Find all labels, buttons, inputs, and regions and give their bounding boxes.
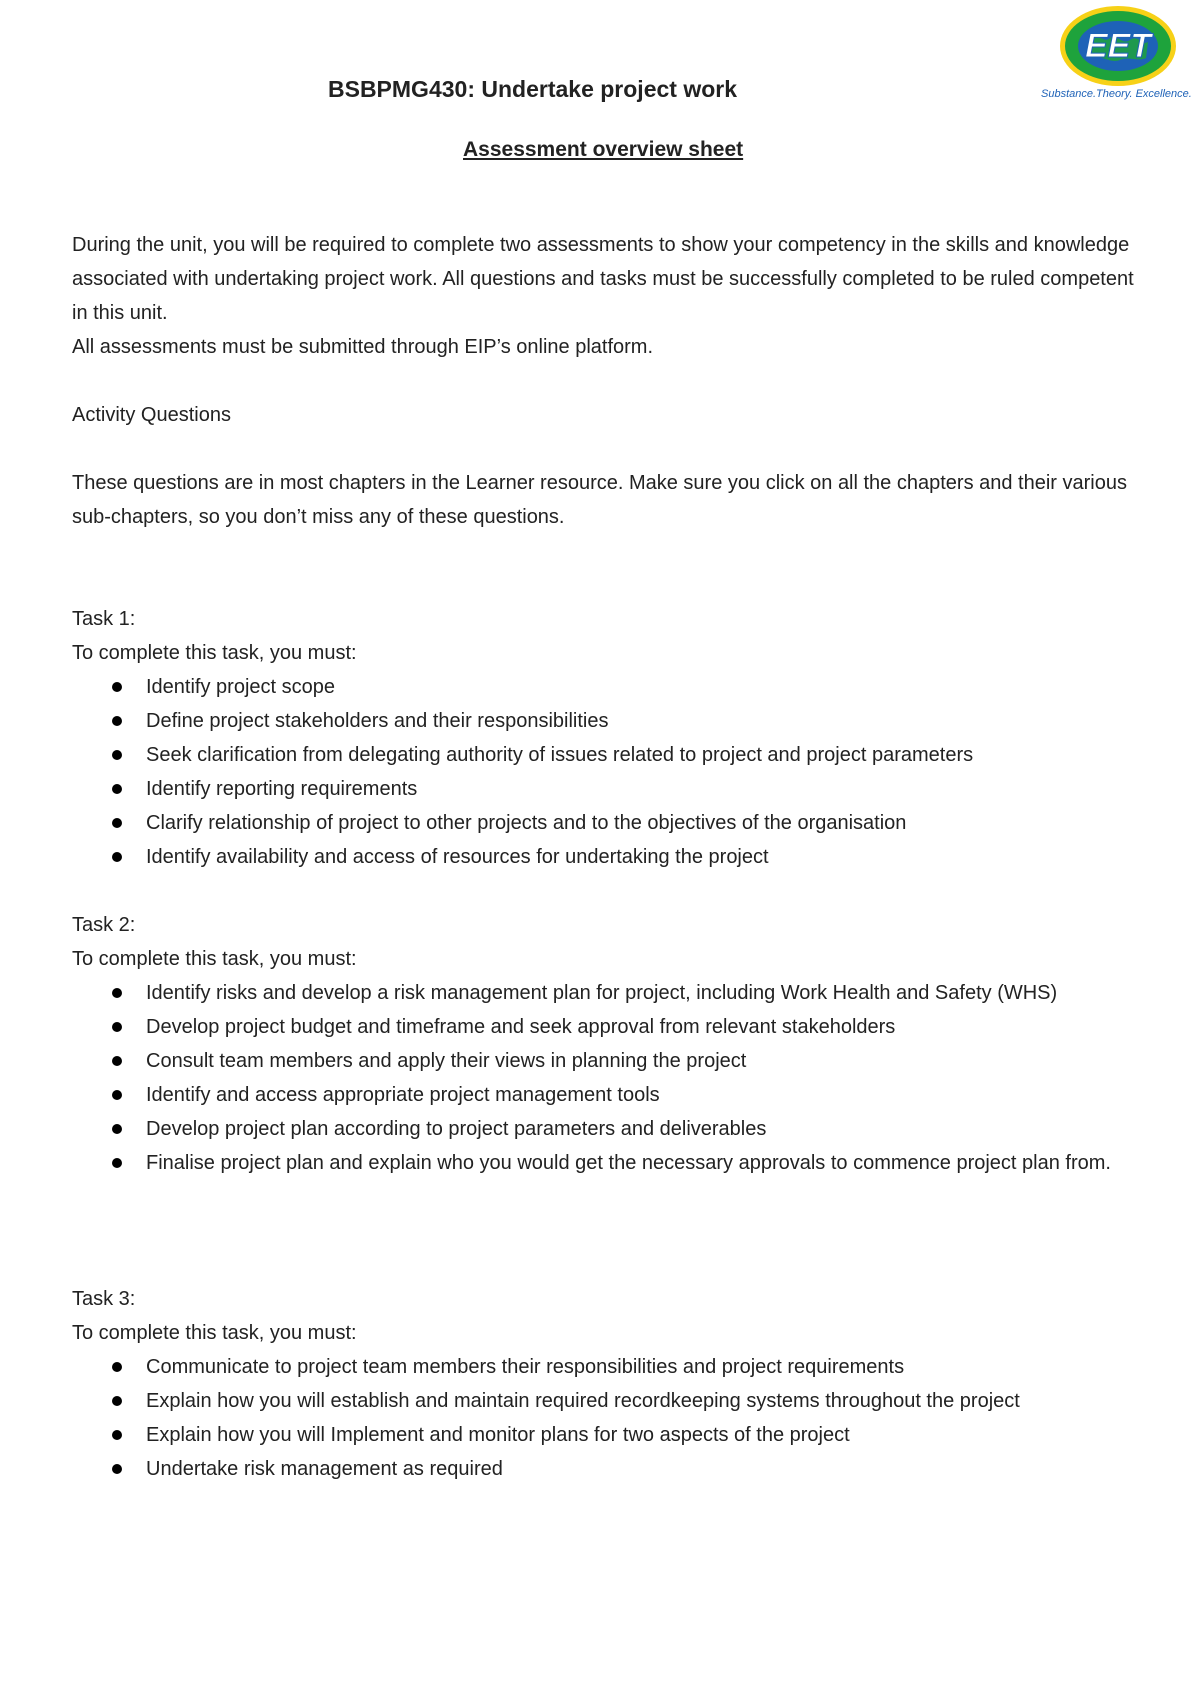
bullet-icon <box>112 1396 122 1406</box>
task-2-section <box>72 908 1142 1180</box>
task-lead: To complete this task, you must: <box>72 642 357 664</box>
bullet-icon <box>112 1056 122 1066</box>
list-item: Identify project scope <box>72 670 1142 704</box>
document-title: BSBPMG430: Undertake project work <box>328 76 738 102</box>
bullet-icon <box>112 1022 122 1032</box>
list-item: Develop project plan according to project parameters and deliverables <box>72 1112 1142 1146</box>
list-item: Develop project budget and timeframe and seek approval from relevant stakeholders <box>72 1010 1142 1044</box>
intro-section <box>72 228 1142 364</box>
bullet-icon <box>112 750 122 760</box>
bullet-icon <box>112 784 122 794</box>
bullet-icon <box>112 988 122 998</box>
task-3-list <box>72 1350 1142 1486</box>
list-item: Seek clarification from delegating authority of issues related to project and project parameters <box>72 738 1142 772</box>
activity-text: These questions are in most chapters in the Learner resource. Make sure you click on all the chapters and their various sub-chapters, so you don’t miss any of these questions. <box>72 472 1127 528</box>
svg-text:EET: EET <box>1084 27 1152 65</box>
eet-logo-icon <box>1038 2 1186 92</box>
task-1-section <box>72 602 1142 874</box>
intro-paragraph: During the unit, you will be required to complete two assessments to show your competency in the skills and knowledge associated with undertaking project work. All questions and tasks must be successfully completed to be ruled competent in this unit. <box>72 234 1134 324</box>
bullet-icon <box>112 1124 122 1134</box>
list-item: Undertake risk management as required <box>72 1452 1142 1486</box>
submission-note: All assessments must be submitted through EIP’s online platform. <box>72 336 654 358</box>
task-lead: To complete this task, you must: <box>72 1322 357 1344</box>
list-item: Communicate to project team members their responsibilities and project requirements <box>72 1350 1142 1384</box>
task-label: Task 2: <box>72 914 136 936</box>
bullet-icon <box>112 818 122 828</box>
bullet-icon <box>112 1430 122 1440</box>
task-label: Task 3: <box>72 1288 136 1310</box>
list-item: Finalise project plan and explain who you would get the necessary approvals to commence project plan from. <box>72 1146 1142 1180</box>
bullet-icon <box>112 1090 122 1100</box>
task-label: Task 1: <box>72 608 136 630</box>
task-3-section <box>72 1282 1142 1486</box>
bullet-icon <box>112 716 122 726</box>
bullet-icon <box>112 1158 122 1168</box>
bullet-icon <box>112 852 122 862</box>
list-item: Identify availability and access of resources for undertaking the project <box>72 840 1142 874</box>
task-lead: To complete this task, you must: <box>72 948 357 970</box>
task-2-list <box>72 976 1142 1180</box>
bullet-icon <box>112 682 122 692</box>
list-item: Explain how you will establish and maintain required recordkeeping systems throughout the project <box>72 1384 1142 1418</box>
list-item: Clarify relationship of project to other projects and to the objectives of the organisation <box>72 806 1142 840</box>
task-1-list <box>72 670 1142 874</box>
bullet-icon <box>112 1464 122 1474</box>
list-item: Identify and access appropriate project management tools <box>72 1078 1142 1112</box>
list-item: Identify risks and develop a risk management plan for project, including Work Health and Safety (WHS) <box>72 976 1142 1010</box>
list-item: Explain how you will Implement and monitor plans for two aspects of the project <box>72 1418 1142 1452</box>
list-item: Consult team members and apply their views in planning the project <box>72 1044 1142 1078</box>
list-item: Define project stakeholders and their responsibilities <box>72 704 1142 738</box>
bullet-icon <box>112 1362 122 1372</box>
logo-tagline: Substance.Theory. Excellence. <box>1041 88 1192 100</box>
list-item: Identify reporting requirements <box>72 772 1142 806</box>
activity-heading: Activity Questions <box>72 404 231 426</box>
eet-logo <box>1038 2 1186 102</box>
document-subtitle: Assessment overview sheet <box>463 138 744 161</box>
